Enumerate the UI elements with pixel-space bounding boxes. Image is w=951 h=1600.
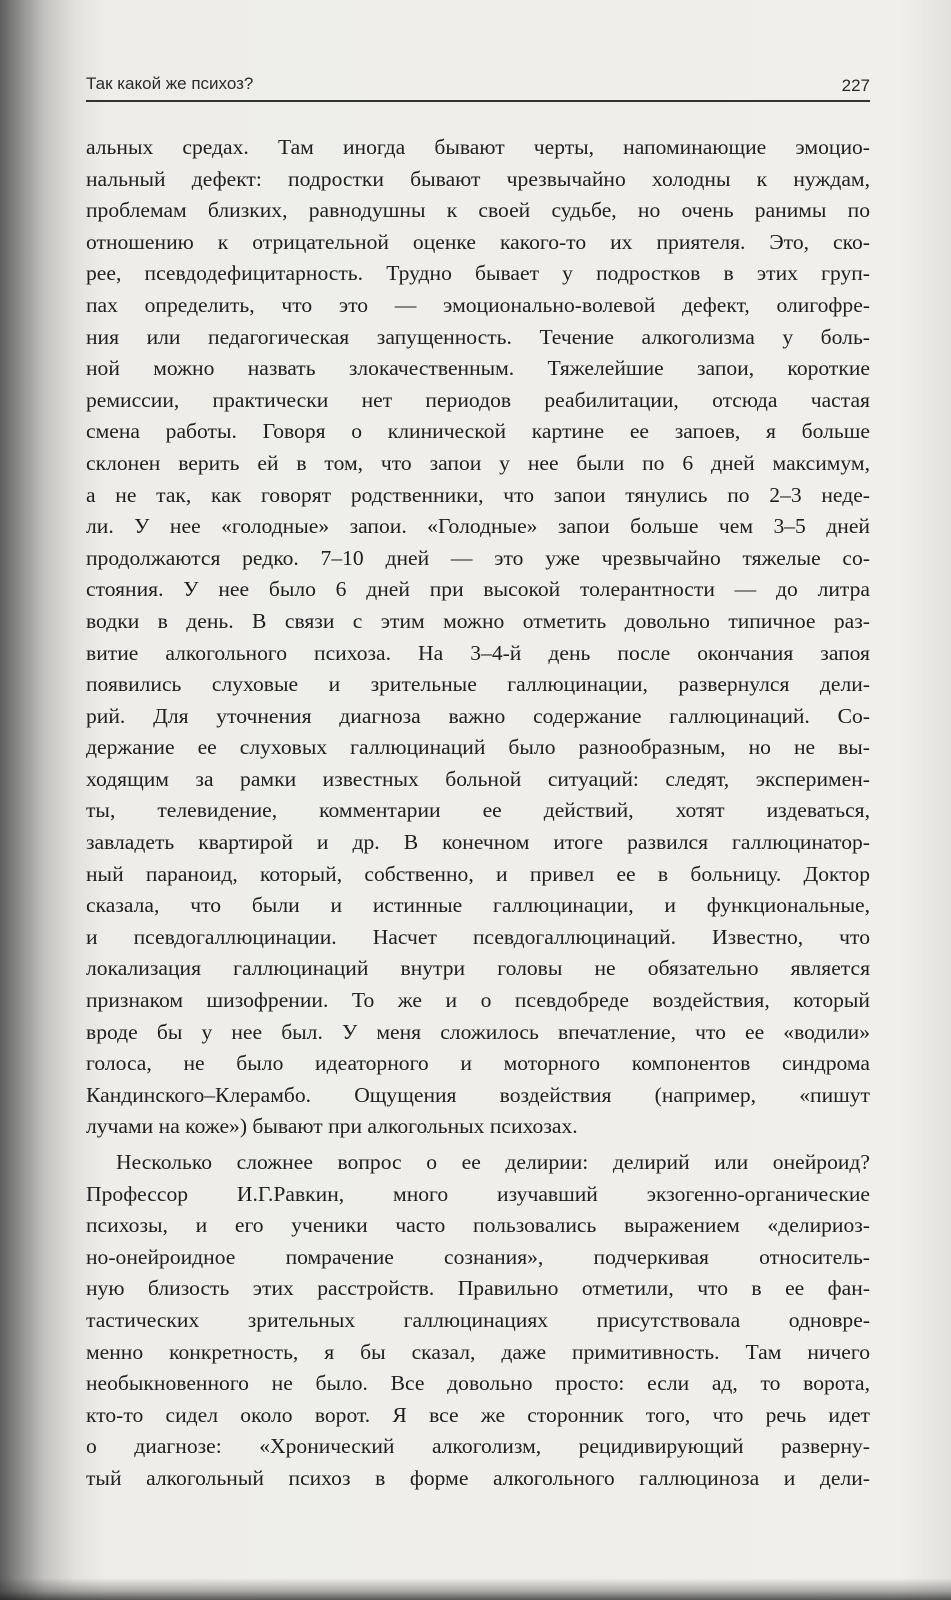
text-line: ли. У нее «голодные» запои. «Голодные» запои больше чем 3–5 дней: [86, 514, 870, 539]
text-line: и псевдогаллюцинации. Насчет псевдогаллюцинаций. Известно, что: [86, 924, 870, 949]
text-line: Несколько сложнее вопрос о ее делирии: делирий или онейроид?: [116, 1150, 870, 1174]
text-line: рий. Для уточнения диагноза важно содержание галлюцинаций. Со-: [86, 703, 870, 728]
text-line: смена работы. Говоря о клинической картине ее запоев, я больше: [86, 419, 870, 444]
running-title: Так какой же психоз?: [86, 74, 254, 93]
text-line: но-онейроидное помрачение сознания», подчеркивая относитель-: [86, 1244, 870, 1269]
page-shadow: [0, 1578, 951, 1600]
text-line: Профессор И.Г.Равкин, много изучавший экзогенно-органические: [86, 1181, 870, 1206]
text-line: тый алкогольный психоз в форме алкогольного галлюциноза и дели-: [86, 1465, 870, 1490]
text-line: ную близость этих расстройств. Правильно отметили, что в ее фан-: [86, 1276, 870, 1301]
text-line: нальный дефект: подростки бывают чрезвычайно холодны к нуждам,: [86, 166, 870, 191]
text-line: Кандинского–Клерамбо. Ощущения воздействия (например, «пишут: [86, 1082, 870, 1107]
text-line: рее, псевдодефицитарность. Трудно бывает у подростков в этих груп-: [86, 261, 870, 286]
text-line: а не так, как говорят родственники, что запои тянулись по 2–3 неде-: [86, 482, 870, 507]
text-line: лучами на коже») бывают при алкогольных психозах.: [86, 1114, 578, 1139]
text-line: тастических зрительных галлюцинациях присутствовала одновре-: [86, 1307, 870, 1332]
text-line: признаком шизофрении. То же и о псевдобреде воздействия, который: [86, 988, 870, 1013]
text-line: психозы, и его ученики часто пользовались выражением «делириоз-: [86, 1213, 870, 1238]
text-line: продолжаются редко. 7–10 дней — это уже чрезвычайно тяжелые со-: [86, 545, 870, 570]
text-line: ной можно назвать злокачественным. Тяжелейшие запои, короткие: [86, 356, 870, 381]
paragraph-1: [86, 132, 870, 1143]
text-line: сказала, что были и истинные галлюцинации, и функциональные,: [86, 893, 870, 918]
text-line: локализация галлюцинаций внутри головы не обязательно является: [86, 956, 870, 981]
text-line: ремиссии, практически нет периодов реабилитации, отсюда частая: [86, 387, 870, 412]
text-line: альных средах. Там иногда бывают черты, напоминающие эмоцио-: [86, 135, 870, 159]
text-line: водки в день. В связи с этим можно отметить довольно типичное раз-: [86, 608, 870, 633]
text-line: стояния. У нее было 6 дней при высокой толерантности — до литра: [86, 577, 870, 602]
text-line: появились слуховые и зрительные галлюцинации, развернулся дели-: [86, 672, 870, 697]
text-line: о диагнозе: «Хронический алкоголизм, рецидивирующий разверну-: [86, 1434, 870, 1459]
text-line: завладеть квартирой и др. В конечном итоге развился галлюцинатор-: [86, 830, 870, 855]
text-line: вроде бы у нее был. У меня сложилось впечатление, что ее «водили»: [86, 1019, 870, 1044]
text-line: ты, телевидение, комментарии ее действий, хотят издеваться,: [86, 798, 870, 823]
text-line: витие алкогольного психоза. На 3–4-й день после окончания запоя: [86, 640, 870, 665]
body-text: [86, 132, 870, 1495]
text-line: пах определить, что это — эмоционально-волевой дефект, олигофре-: [86, 292, 870, 317]
text-line: склонен верить ей в том, что запои у нее были по 6 дней максимум,: [86, 450, 870, 475]
text-line: держание ее слуховых галлюцинаций было разнообразным, но не вы-: [86, 735, 870, 760]
page-header: [86, 72, 870, 102]
text-line: менно конкретность, я бы сказал, даже примитивность. Там ничего: [86, 1339, 870, 1364]
text-line: необыкновенного не было. Все довольно просто: если ад, то ворота,: [86, 1371, 870, 1396]
paragraph-2: [86, 1147, 870, 1495]
text-line: кто-то сидел около ворот. Я все же сторонник того, что речь идет: [86, 1402, 870, 1427]
text-line: ный параноид, который, собственно, и привел ее в больницу. Доктор: [86, 861, 870, 886]
text-line: отношению к отрицательной оценке какого-то их приятеля. Это, ско-: [86, 229, 870, 254]
text-line: голоса, не было идеаторного и моторного компонентов синдрома: [86, 1051, 870, 1076]
text-line: ходящим за рамки известных больной ситуаций: следят, эксперимен-: [86, 766, 870, 791]
page-number: 227: [841, 76, 870, 95]
text-line: ния или педагогическая запущенность. Течение алкоголизма у боль-: [86, 324, 870, 349]
text-line: проблемам близких, равнодушны к своей судьбе, но очень ранимы по: [86, 198, 870, 223]
